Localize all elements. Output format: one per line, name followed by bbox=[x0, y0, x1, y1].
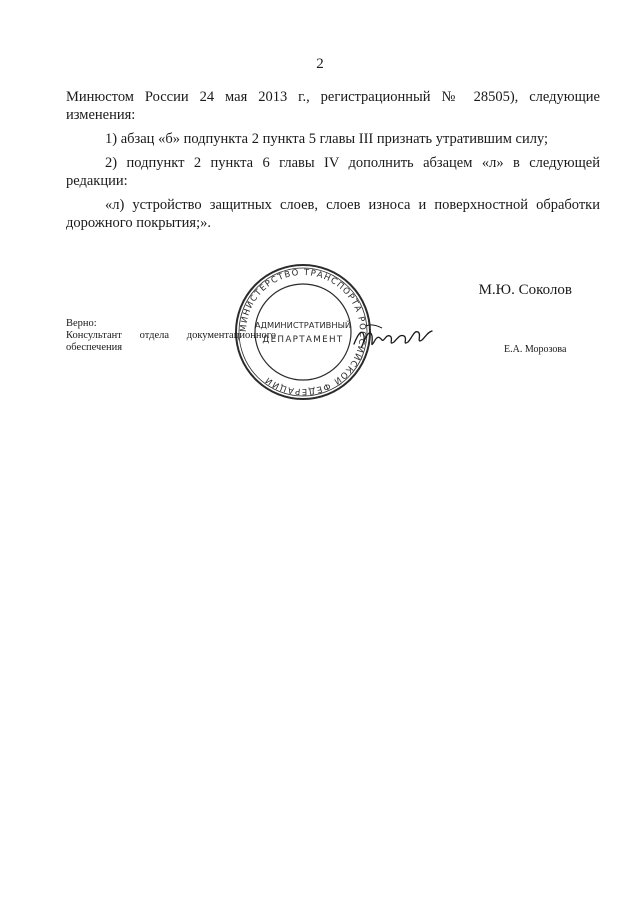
list-item-3-cont: дорожного покрытия;». bbox=[66, 215, 211, 231]
body-line: изменения: bbox=[66, 107, 136, 123]
list-item-3: «л) устройство защитных слоев, слоев износа и поверхностной обработки bbox=[105, 197, 600, 213]
list-item-2-cont: редакции: bbox=[66, 173, 128, 189]
verification-block bbox=[66, 318, 276, 354]
handwritten-signature bbox=[352, 322, 434, 354]
body-line: Минюстом России 24 мая 2013 г., регистрационный № 28505), следующие bbox=[66, 89, 600, 105]
seal-center-line1: АДМИНИСТРАТИВНЫЙ bbox=[254, 320, 352, 330]
document-body bbox=[66, 88, 600, 232]
verifier-name: Е.А. Морозова bbox=[504, 344, 567, 355]
verifier-position-cont: обеспечения bbox=[66, 342, 123, 353]
seal-center-line2: ДЕПАРТАМЕНТ bbox=[262, 335, 344, 345]
signer-name: М.Ю. Соколов bbox=[478, 282, 572, 298]
list-item-2: 2) подпункт 2 пункта 6 главы IV дополнить абзацем «л» в следующей bbox=[105, 155, 600, 171]
seal-ring-text: МИНИСТЕРСТВО ТРАНСПОРТА РОССИЙСКОЙ ФЕДЕРАЦИИ bbox=[238, 267, 368, 397]
list-item-1: 1) абзац «б» подпункта 2 пункта 5 главы III признать утратившим силу; bbox=[105, 131, 549, 147]
verifier-position: Консультант отдела документационного bbox=[66, 330, 276, 341]
verified-label: Верно: bbox=[66, 318, 97, 329]
page-number: 2 bbox=[316, 56, 324, 72]
